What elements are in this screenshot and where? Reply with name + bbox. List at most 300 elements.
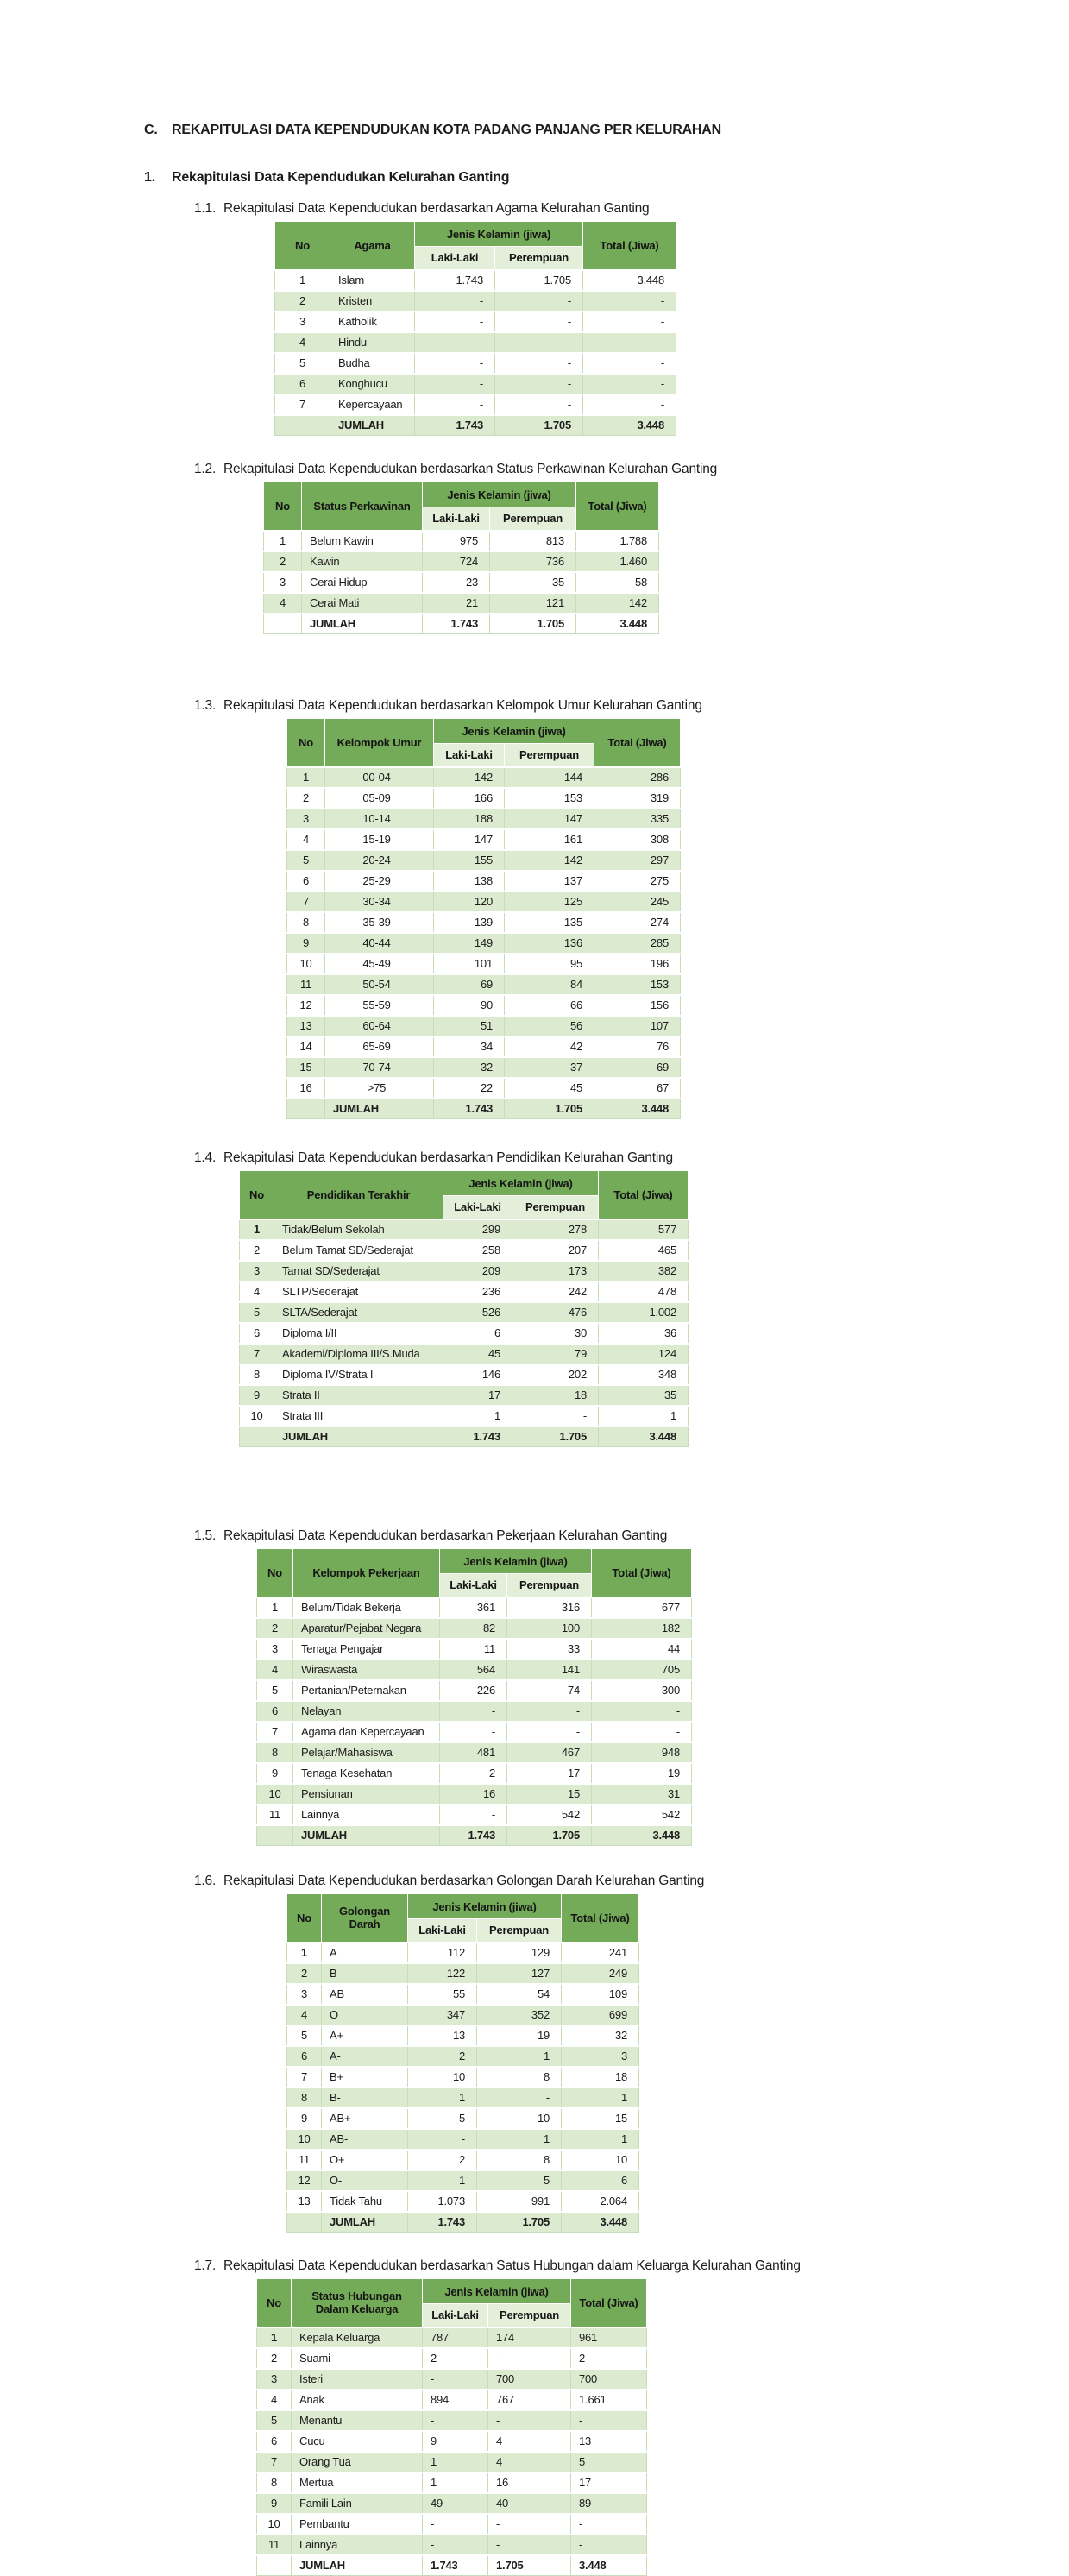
table-cell-male: 149 bbox=[434, 933, 505, 954]
column-header-gender-group: Jenis Kelamin (jiwa) bbox=[423, 2279, 571, 2304]
table-cell-total: 319 bbox=[594, 788, 681, 809]
table-row bbox=[287, 954, 681, 974]
table-cell-no: 10 bbox=[257, 2514, 292, 2535]
table-row bbox=[264, 572, 659, 593]
table-cell-label: 50-54 bbox=[325, 974, 434, 995]
table-cell-no: 13 bbox=[287, 2191, 322, 2212]
table-cell-no: 11 bbox=[257, 2535, 292, 2555]
section-title bbox=[194, 698, 1069, 714]
section-title-number: 1.2. bbox=[194, 462, 217, 476]
table-cell-label: A- bbox=[322, 2046, 408, 2067]
table-cell-no: 1 bbox=[264, 531, 302, 551]
table-row bbox=[257, 2535, 647, 2555]
table-cell-total: - bbox=[583, 353, 676, 374]
section-1.5 bbox=[0, 1528, 1069, 1846]
table-cell-no: 8 bbox=[287, 912, 325, 933]
column-header-gender-group: Jenis Kelamin (jiwa) bbox=[415, 222, 583, 247]
table-cell-no: 7 bbox=[287, 891, 325, 912]
table-cell-male: 787 bbox=[423, 2327, 488, 2348]
table-row bbox=[287, 2191, 639, 2212]
table-cell-total: - bbox=[583, 312, 676, 332]
table-total-no bbox=[257, 2555, 292, 2576]
table-header bbox=[257, 2279, 647, 2327]
table-cell-label: 55-59 bbox=[325, 995, 434, 1016]
table-cell-female: 147 bbox=[505, 809, 594, 829]
table-cell-total: - bbox=[571, 2535, 647, 2555]
column-header-total: Total (Jiwa) bbox=[592, 1549, 692, 1597]
table-cell-total: - bbox=[571, 2514, 647, 2535]
table-cell-male: 209 bbox=[443, 1261, 512, 1282]
table-cell-male: 481 bbox=[440, 1742, 507, 1763]
table-cell-male: - bbox=[415, 291, 495, 312]
table-cell-male: 236 bbox=[443, 1282, 512, 1302]
table-cell-total: 335 bbox=[594, 809, 681, 829]
table-row bbox=[287, 2025, 639, 2046]
table-cell-label: Konghucu bbox=[330, 374, 415, 394]
table-cell-no: 6 bbox=[257, 2431, 292, 2452]
table-cell-female: - bbox=[512, 1406, 599, 1427]
section-title-text: Rekapitulasi Data Kependudukan berdasarkan Pendidikan Kelurahan Ganting bbox=[223, 1150, 673, 1165]
section-1.2 bbox=[0, 462, 1069, 634]
table-cell-female: 1.705 bbox=[495, 270, 583, 291]
table-row bbox=[287, 1016, 681, 1036]
table-cell-male: - bbox=[440, 1701, 507, 1722]
column-header-female: Perempuan bbox=[477, 1919, 562, 1943]
table-cell-label: Agama dan Kepercayaan bbox=[293, 1722, 440, 1742]
table-cell-total: - bbox=[592, 1701, 692, 1722]
section-title-number: 1.3. bbox=[194, 698, 217, 713]
table-cell-male: 11 bbox=[440, 1639, 507, 1660]
table-cell-female: 74 bbox=[507, 1680, 592, 1701]
table-row bbox=[287, 1943, 639, 1963]
table-cell-male: 45 bbox=[443, 1344, 512, 1364]
column-header-label: Kelompok Pekerjaan bbox=[293, 1549, 440, 1597]
table-cell-label: Tamat SD/Sederajat bbox=[274, 1261, 443, 1282]
table-cell-female: 15 bbox=[507, 1784, 592, 1804]
table-cell-no: 8 bbox=[240, 1364, 274, 1385]
table-cell-female: - bbox=[495, 312, 583, 332]
table-cell-male: 894 bbox=[423, 2390, 488, 2410]
table-cell-no: 3 bbox=[275, 312, 330, 332]
section-title-number: 1.1. bbox=[194, 201, 217, 216]
table-cell-no: 14 bbox=[287, 1036, 325, 1057]
table-cell-label: Isteri bbox=[292, 2369, 423, 2390]
table-cell-female: 4 bbox=[488, 2431, 571, 2452]
table-cell-female: 141 bbox=[507, 1660, 592, 1680]
table-cell-label: Nelayan bbox=[293, 1701, 440, 1722]
column-header-male: Laki-Laki bbox=[408, 1919, 477, 1943]
table-header bbox=[275, 222, 676, 270]
table-cell-total: 300 bbox=[592, 1680, 692, 1701]
table-row bbox=[240, 1302, 689, 1323]
table-cell-total: 478 bbox=[599, 1282, 689, 1302]
table-row bbox=[257, 1618, 692, 1639]
table-cell-label: B bbox=[322, 1963, 408, 1984]
table-row bbox=[287, 788, 681, 809]
table-cell-total: 699 bbox=[562, 2005, 639, 2025]
table-cell-label: Tenaga Pengajar bbox=[293, 1639, 440, 1660]
table-cell-female: 736 bbox=[490, 551, 576, 572]
table-cell-label: Famili Lain bbox=[292, 2493, 423, 2514]
column-header-total: Total (Jiwa) bbox=[562, 1894, 639, 1943]
table-cell-total: 1 bbox=[562, 2129, 639, 2150]
table-cell-total: 3.448 bbox=[583, 270, 676, 291]
table-cell-no: 16 bbox=[287, 1078, 325, 1099]
column-header-no: No bbox=[240, 1171, 274, 1219]
table-cell-male: 17 bbox=[443, 1385, 512, 1406]
table-cell-total: 44 bbox=[592, 1639, 692, 1660]
table-cell-no: 5 bbox=[275, 353, 330, 374]
heading-1-text: Rekapitulasi Data Kependudukan Kelurahan Ganting bbox=[172, 170, 510, 185]
table-cell-label: Belum Tamat SD/Sederajat bbox=[274, 1240, 443, 1261]
section-title-text: Rekapitulasi Data Kependudukan berdasarkan Kelompok Umur Kelurahan Ganting bbox=[223, 698, 702, 713]
column-header-label: Kelompok Umur bbox=[325, 719, 434, 767]
table-cell-label: Tidak/Belum Sekolah bbox=[274, 1219, 443, 1240]
table-cell-female: 476 bbox=[512, 1302, 599, 1323]
table-cell-total: 948 bbox=[592, 1742, 692, 1763]
table-cell-female: 10 bbox=[477, 2108, 562, 2129]
table-cell-no: 3 bbox=[240, 1261, 274, 1282]
table-cell-total: 297 bbox=[594, 850, 681, 871]
table-cell-no: 8 bbox=[257, 1742, 293, 1763]
table-total-label: JUMLAH bbox=[274, 1427, 443, 1447]
table-cell-label: Pertanian/Peternakan bbox=[293, 1680, 440, 1701]
table-cell-female: 17 bbox=[507, 1763, 592, 1784]
table-cell-female: 40 bbox=[488, 2493, 571, 2514]
table-row bbox=[240, 1344, 689, 1364]
table-body bbox=[287, 767, 681, 1119]
table-cell-total: 961 bbox=[571, 2327, 647, 2348]
table-cell-no: 2 bbox=[287, 1963, 322, 1984]
table-cell-male: 1 bbox=[443, 1406, 512, 1427]
table-cell-male: 347 bbox=[408, 2005, 477, 2025]
table-cell-male: - bbox=[415, 374, 495, 394]
table-cell-female: 8 bbox=[477, 2150, 562, 2170]
table-cell-label: Strata III bbox=[274, 1406, 443, 1427]
table-cell-no: 13 bbox=[287, 1016, 325, 1036]
table-row bbox=[287, 1984, 639, 2005]
table-cell-total: 1 bbox=[599, 1406, 689, 1427]
table-total-row bbox=[287, 1099, 681, 1119]
section-title-text: Rekapitulasi Data Kependudukan berdasarkan Agama Kelurahan Ganting bbox=[223, 201, 650, 216]
column-header-label: Agama bbox=[330, 222, 415, 270]
table-cell-total: 1.460 bbox=[576, 551, 659, 572]
table-cell-total: 382 bbox=[599, 1261, 689, 1282]
table-cell-male: 2 bbox=[423, 2348, 488, 2369]
table-row bbox=[287, 933, 681, 954]
table-header bbox=[287, 719, 681, 767]
table-cell-male: 166 bbox=[434, 788, 505, 809]
column-header-gender-group: Jenis Kelamin (jiwa) bbox=[423, 482, 576, 507]
table-row bbox=[275, 353, 676, 374]
table-cell-no: 12 bbox=[287, 2170, 322, 2191]
table-cell-male: 147 bbox=[434, 829, 505, 850]
table-cell-total: - bbox=[583, 394, 676, 415]
data-table-1.7 bbox=[256, 2278, 647, 2576]
table-cell-label: Belum Kawin bbox=[302, 531, 423, 551]
section-title-number: 1.7. bbox=[194, 2258, 217, 2273]
table-cell-total: 1.661 bbox=[571, 2390, 647, 2410]
table-cell-label: 15-19 bbox=[325, 829, 434, 850]
table-cell-male: 21 bbox=[423, 593, 490, 614]
table-cell-female: 19 bbox=[477, 2025, 562, 2046]
table-total-total: 3.448 bbox=[571, 2555, 647, 2576]
table-cell-label: Hindu bbox=[330, 332, 415, 353]
heading-c-text: REKAPITULASI DATA KEPENDUDUKAN KOTA PADANG PANJANG PER KELURAHAN bbox=[172, 123, 721, 137]
table-cell-label: 60-64 bbox=[325, 1016, 434, 1036]
section-title bbox=[194, 1150, 1069, 1166]
table-cell-no: 1 bbox=[257, 1597, 293, 1618]
table-row bbox=[287, 871, 681, 891]
column-header-total: Total (Jiwa) bbox=[583, 222, 676, 270]
table-cell-female: 33 bbox=[507, 1639, 592, 1660]
table-cell-male: 122 bbox=[408, 1963, 477, 1984]
table-cell-label: 05-09 bbox=[325, 788, 434, 809]
table-cell-label: Kawin bbox=[302, 551, 423, 572]
table-cell-female: 173 bbox=[512, 1261, 599, 1282]
section-title bbox=[194, 1874, 1069, 1889]
table-total-total: 3.448 bbox=[583, 415, 676, 436]
section-title-number: 1.4. bbox=[194, 1150, 217, 1165]
table-row bbox=[257, 2452, 647, 2472]
table-cell-male: 34 bbox=[434, 1036, 505, 1057]
table-cell-total: 107 bbox=[594, 1016, 681, 1036]
column-header-gender-group: Jenis Kelamin (jiwa) bbox=[408, 1894, 562, 1919]
table-cell-label: O+ bbox=[322, 2150, 408, 2170]
table-cell-label: SLTA/Sederajat bbox=[274, 1302, 443, 1323]
table-total-female: 1.705 bbox=[488, 2555, 571, 2576]
table-cell-total: 13 bbox=[571, 2431, 647, 2452]
table-body bbox=[257, 1597, 692, 1846]
heading-c-number: C. bbox=[144, 123, 158, 137]
table-cell-male: 146 bbox=[443, 1364, 512, 1385]
table-total-label: JUMLAH bbox=[325, 1099, 434, 1119]
table-cell-female: 700 bbox=[488, 2369, 571, 2390]
table-cell-label: Kepercayaan bbox=[330, 394, 415, 415]
table-cell-female: 30 bbox=[512, 1323, 599, 1344]
table-total-no bbox=[287, 1099, 325, 1119]
table-cell-label: 35-39 bbox=[325, 912, 434, 933]
table-row bbox=[264, 593, 659, 614]
table-cell-total: 89 bbox=[571, 2493, 647, 2514]
table-cell-total: 153 bbox=[594, 974, 681, 995]
table-cell-label: Cucu bbox=[292, 2431, 423, 2452]
table-total-no bbox=[287, 2212, 322, 2233]
table-row bbox=[287, 912, 681, 933]
table-cell-no: 3 bbox=[264, 572, 302, 593]
table-cell-total: 58 bbox=[576, 572, 659, 593]
table-row bbox=[257, 1804, 692, 1825]
table-cell-no: 11 bbox=[257, 1804, 293, 1825]
table-cell-male: - bbox=[415, 332, 495, 353]
table-cell-label: Budha bbox=[330, 353, 415, 374]
table-total-female: 1.705 bbox=[512, 1427, 599, 1447]
table-total-female: 1.705 bbox=[495, 415, 583, 436]
table-cell-female: 278 bbox=[512, 1219, 599, 1240]
table-row bbox=[287, 1078, 681, 1099]
table-cell-total: - bbox=[583, 291, 676, 312]
table-cell-female: 8 bbox=[477, 2067, 562, 2088]
table-cell-label: 70-74 bbox=[325, 1057, 434, 1078]
table-cell-total: 36 bbox=[599, 1323, 689, 1344]
table-cell-female: 84 bbox=[505, 974, 594, 995]
column-header-label: Status Perkawinan bbox=[302, 482, 423, 531]
table-cell-total: 182 bbox=[592, 1618, 692, 1639]
column-header-gender-group: Jenis Kelamin (jiwa) bbox=[440, 1549, 592, 1574]
table-cell-total: 19 bbox=[592, 1763, 692, 1784]
table-cell-total: 10 bbox=[562, 2150, 639, 2170]
table-row bbox=[257, 2369, 647, 2390]
column-header-male: Laki-Laki bbox=[443, 1196, 512, 1219]
table-cell-total: 32 bbox=[562, 2025, 639, 2046]
table-cell-total: 285 bbox=[594, 933, 681, 954]
heading-1-number: 1. bbox=[144, 170, 155, 185]
table-total-male: 1.743 bbox=[408, 2212, 477, 2233]
table-cell-label: 10-14 bbox=[325, 809, 434, 829]
table-cell-no: 4 bbox=[287, 2005, 322, 2025]
table-header-row-1 bbox=[287, 1894, 639, 1919]
table-cell-female: 161 bbox=[505, 829, 594, 850]
table-cell-no: 1 bbox=[275, 270, 330, 291]
column-header-gender-group: Jenis Kelamin (jiwa) bbox=[443, 1171, 599, 1196]
table-row bbox=[257, 2390, 647, 2410]
table-cell-male: 975 bbox=[423, 531, 490, 551]
table-header-row-1 bbox=[287, 719, 681, 744]
data-table-1.2 bbox=[263, 482, 659, 634]
table-cell-no: 1 bbox=[257, 2327, 292, 2348]
table-cell-female: 991 bbox=[477, 2191, 562, 2212]
table-cell-total: 109 bbox=[562, 1984, 639, 2005]
table-cell-male: 120 bbox=[434, 891, 505, 912]
table-row bbox=[257, 2472, 647, 2493]
table-total-no bbox=[264, 614, 302, 634]
table-cell-label: 00-04 bbox=[325, 767, 434, 788]
table-cell-male: 1 bbox=[408, 2088, 477, 2108]
table-cell-male: 1.743 bbox=[415, 270, 495, 291]
table-cell-total: 705 bbox=[592, 1660, 692, 1680]
table-cell-female: 56 bbox=[505, 1016, 594, 1036]
column-header-male: Laki-Laki bbox=[415, 247, 495, 270]
table-cell-label: Aparatur/Pejabat Negara bbox=[293, 1618, 440, 1639]
table-total-no bbox=[257, 1825, 293, 1846]
column-header-female: Perempuan bbox=[512, 1196, 599, 1219]
table-cell-no: 1 bbox=[240, 1219, 274, 1240]
column-header-female: Perempuan bbox=[495, 247, 583, 270]
section-title bbox=[194, 201, 1069, 217]
table-cell-total: 17 bbox=[571, 2472, 647, 2493]
table-total-total: 3.448 bbox=[576, 614, 659, 634]
table-cell-male: - bbox=[423, 2410, 488, 2431]
table-cell-no: 2 bbox=[264, 551, 302, 572]
table-total-male: 1.743 bbox=[440, 1825, 507, 1846]
table-cell-female: - bbox=[495, 291, 583, 312]
table-body bbox=[287, 1943, 639, 2233]
table-cell-male: 1 bbox=[423, 2452, 488, 2472]
table-cell-label: Kepala Keluarga bbox=[292, 2327, 423, 2348]
data-table-1.5 bbox=[256, 1548, 692, 1846]
table-cell-total: - bbox=[571, 2410, 647, 2431]
table-cell-label: Pembantu bbox=[292, 2514, 423, 2535]
table-total-row bbox=[257, 1825, 692, 1846]
section-title-text: Rekapitulasi Data Kependudukan berdasarkan Golongan Darah Kelurahan Ganting bbox=[223, 1874, 705, 1888]
table-total-row bbox=[257, 2555, 647, 2576]
table-cell-total: 275 bbox=[594, 871, 681, 891]
column-header-no: No bbox=[275, 222, 330, 270]
table-cell-label: Anak bbox=[292, 2390, 423, 2410]
table-row bbox=[287, 995, 681, 1016]
table-cell-total: 76 bbox=[594, 1036, 681, 1057]
table-total-female: 1.705 bbox=[507, 1825, 592, 1846]
column-header-total: Total (Jiwa) bbox=[594, 719, 681, 767]
table-header-row-1 bbox=[240, 1171, 689, 1196]
section-1.1 bbox=[0, 201, 1069, 436]
table-cell-label: Cerai Hidup bbox=[302, 572, 423, 593]
table-row bbox=[287, 829, 681, 850]
table-cell-no: 6 bbox=[287, 2046, 322, 2067]
column-header-no: No bbox=[257, 1549, 293, 1597]
table-cell-male: 188 bbox=[434, 809, 505, 829]
table-header bbox=[257, 1549, 692, 1597]
table-cell-label: A+ bbox=[322, 2025, 408, 2046]
table-cell-female: - bbox=[495, 394, 583, 415]
table-cell-no: 5 bbox=[240, 1302, 274, 1323]
table-cell-female: 16 bbox=[488, 2472, 571, 2493]
table-cell-no: 1 bbox=[287, 767, 325, 788]
table-cell-no: 9 bbox=[287, 2108, 322, 2129]
table-row bbox=[275, 374, 676, 394]
table-row bbox=[287, 2088, 639, 2108]
table-cell-label: Akademi/Diploma III/S.Muda bbox=[274, 1344, 443, 1364]
table-cell-female: - bbox=[488, 2410, 571, 2431]
table-row bbox=[257, 2348, 647, 2369]
table-cell-total: 31 bbox=[592, 1784, 692, 1804]
table-cell-female: - bbox=[488, 2348, 571, 2369]
table-cell-label: 65-69 bbox=[325, 1036, 434, 1057]
table-cell-label: B- bbox=[322, 2088, 408, 2108]
table-cell-male: 69 bbox=[434, 974, 505, 995]
table-cell-female: 813 bbox=[490, 531, 576, 551]
table-cell-female: 135 bbox=[505, 912, 594, 933]
table-total-total: 3.448 bbox=[562, 2212, 639, 2233]
table-cell-no: 12 bbox=[287, 995, 325, 1016]
table-cell-no: 9 bbox=[257, 1763, 293, 1784]
table-cell-male: 5 bbox=[408, 2108, 477, 2129]
table-cell-male: - bbox=[415, 394, 495, 415]
table-cell-no: 2 bbox=[287, 788, 325, 809]
table-cell-label: A bbox=[322, 1943, 408, 1963]
column-header-total: Total (Jiwa) bbox=[576, 482, 659, 531]
section-title-text: Rekapitulasi Data Kependudukan berdasarkan Status Perkawinan Kelurahan Ganting bbox=[223, 462, 718, 476]
table-cell-male: 1.073 bbox=[408, 2191, 477, 2212]
column-header-no: No bbox=[287, 719, 325, 767]
table-cell-male: - bbox=[440, 1722, 507, 1742]
column-header-male: Laki-Laki bbox=[434, 744, 505, 767]
table-cell-total: 124 bbox=[599, 1344, 689, 1364]
table-row bbox=[287, 1963, 639, 1984]
table-cell-no: 4 bbox=[275, 332, 330, 353]
table-cell-total: 6 bbox=[562, 2170, 639, 2191]
table-row bbox=[257, 1597, 692, 1618]
table-cell-total: 18 bbox=[562, 2067, 639, 2088]
table-cell-no: 10 bbox=[240, 1406, 274, 1427]
table-cell-label: 40-44 bbox=[325, 933, 434, 954]
table-cell-female: - bbox=[477, 2088, 562, 2108]
table-cell-total: 156 bbox=[594, 995, 681, 1016]
table-header bbox=[240, 1171, 689, 1219]
table-cell-total: 142 bbox=[576, 593, 659, 614]
table-row bbox=[257, 2493, 647, 2514]
table-total-female: 1.705 bbox=[505, 1099, 594, 1119]
